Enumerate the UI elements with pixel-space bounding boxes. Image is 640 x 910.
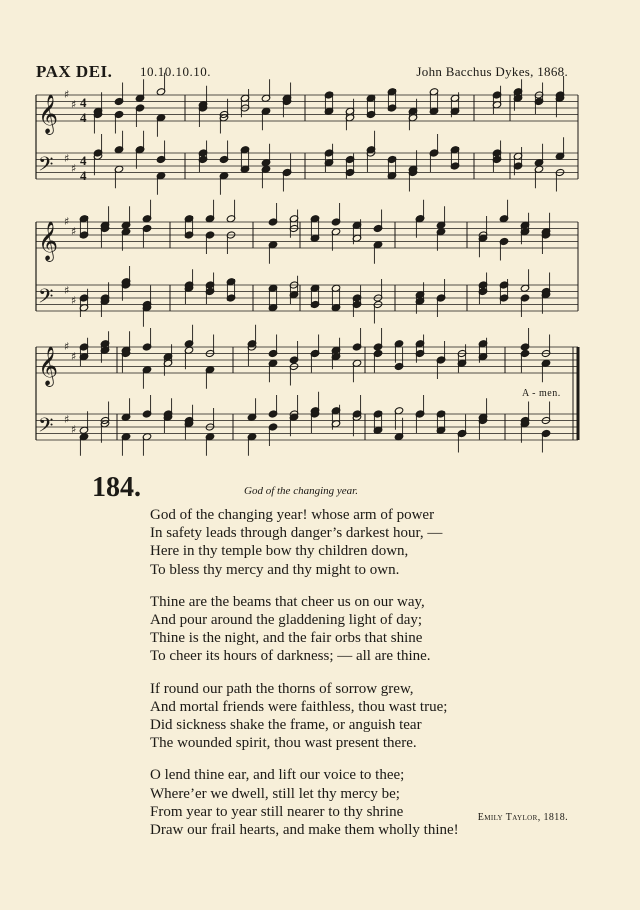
verse-3 xyxy=(150,680,590,753)
time-signature-denominator: 4 xyxy=(80,110,87,125)
verses xyxy=(150,506,590,853)
verse-line: And mortal friends were faithless, thou wast true; xyxy=(150,698,448,715)
author: Emily Taylor, 1818. xyxy=(477,812,568,823)
verse-line: O lend thine ear, and lift our voice to thee; xyxy=(150,767,405,784)
bass-clef-icon: 𝄢 xyxy=(38,413,54,442)
treble-clef-icon: 𝄞 xyxy=(38,94,59,134)
verse-2 xyxy=(150,593,590,666)
verse-line: The wounded spirit, thou wast present there. xyxy=(150,735,417,752)
composer: John Bacchus Dykes, 1868. xyxy=(416,64,568,79)
verse-4 xyxy=(150,766,590,839)
time-signature-denominator: 4 xyxy=(80,168,87,183)
sharp-icon: ♯ xyxy=(71,162,77,175)
bass-clef-icon: 𝄢 xyxy=(38,152,54,181)
verse-line: To cheer its hours of darkness; — all are thine. xyxy=(150,648,431,665)
treble-clef-icon: 𝄞 xyxy=(38,221,59,261)
hymn-title: God of the changing year. xyxy=(244,485,358,497)
verse-line: Here in thy temple bow thy children down, xyxy=(150,543,409,560)
sharp-icon: ♯ xyxy=(71,294,77,307)
verse-line: To bless thy mercy and thy might to own. xyxy=(150,561,400,578)
sharp-icon: ♯ xyxy=(64,88,70,101)
sharp-icon: ♯ xyxy=(64,215,70,228)
verse-line: And pour around the gladdening light of day; xyxy=(150,612,423,629)
verse-line: If round our path the thorns of sorrow grew, xyxy=(150,680,414,697)
treble-clef-icon: 𝄞 xyxy=(38,346,59,386)
verse-line: In safety leads through danger’s darkest hour, — xyxy=(150,525,443,542)
sharp-icon: ♯ xyxy=(71,225,77,238)
verse-line: From year to year still nearer to thy shrine xyxy=(150,803,404,820)
verse-line: Thine are the beams that cheer us on our way, xyxy=(150,593,425,610)
verse-line: Thine is the night, and the fair orbs that shine xyxy=(150,630,423,647)
verse-line: Where’er we dwell, still let thy mercy be; xyxy=(150,785,400,802)
time-signature-numerator: 4 xyxy=(80,95,87,110)
tune-name: PAX DEI. xyxy=(36,62,113,81)
bass-clef-icon: 𝄢 xyxy=(38,284,54,313)
meter: 10.10.10.10. xyxy=(140,64,211,79)
sharp-icon: ♯ xyxy=(64,284,70,297)
hymn-number: 184. xyxy=(92,472,141,503)
sharp-icon: ♯ xyxy=(71,350,77,363)
verse-line: Draw our frail hearts, and make them wholly thine! xyxy=(150,822,459,839)
verse-line: Did sickness shake the frame, or anguish tear xyxy=(150,717,422,734)
sharp-icon: ♯ xyxy=(64,340,70,353)
verse-line: God of the changing year! whose arm of power xyxy=(150,507,435,523)
amen-label: A - men. xyxy=(522,388,561,399)
sharp-icon: ♯ xyxy=(64,413,70,426)
time-signature-numerator: 4 xyxy=(80,153,87,168)
sharp-icon: ♯ xyxy=(71,423,77,436)
sharp-icon: ♯ xyxy=(64,152,70,165)
sharp-icon: ♯ xyxy=(71,98,77,111)
verse-1 xyxy=(150,506,590,579)
